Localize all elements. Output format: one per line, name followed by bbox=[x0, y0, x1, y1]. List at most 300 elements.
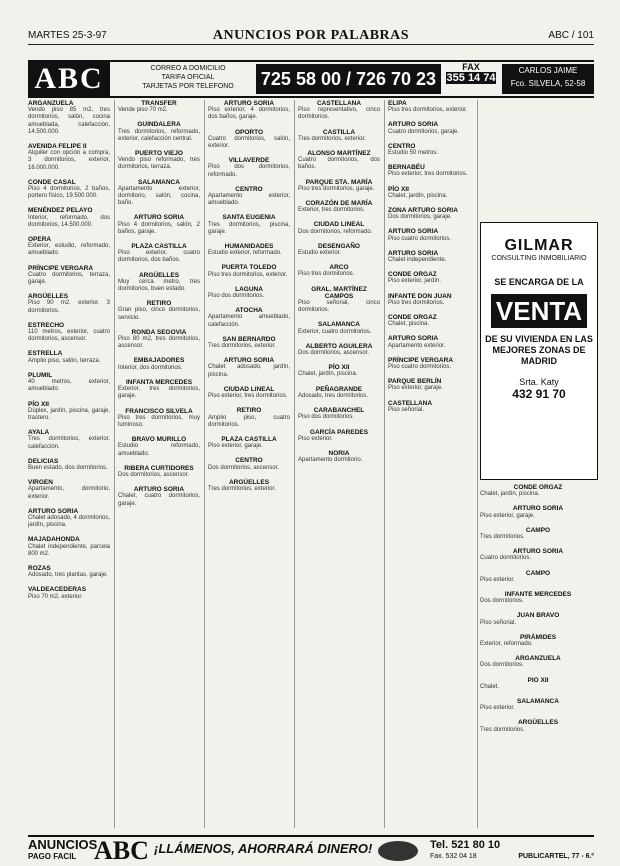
ad-text: Exterior, reformado. bbox=[480, 641, 533, 648]
ad-heading: PLAZA CASTILLA bbox=[221, 435, 277, 443]
ads-column-3 bbox=[208, 100, 290, 830]
ad-heading: ZONA ARTURO SORIA bbox=[388, 207, 458, 215]
classified-ad bbox=[118, 357, 200, 371]
ad-heading: PARQUE STA. MARÍA bbox=[305, 178, 373, 186]
gilmar-message: DE SU VIVIENDA EN LAS MEJORES ZONAS DE MADRID bbox=[485, 334, 593, 366]
classified-ad bbox=[388, 207, 474, 221]
classified-ad bbox=[118, 436, 200, 458]
classified-ad bbox=[118, 214, 200, 236]
classified-ad bbox=[298, 129, 380, 143]
ad-heading: GRAL. MARTÍNEZ CAMPOS bbox=[311, 285, 367, 300]
ad-text: Piso exterior, tres dormitorios. bbox=[208, 393, 288, 400]
classified-ad bbox=[298, 100, 380, 122]
ad-text: 40 metros, exterior, amueblado. bbox=[28, 379, 110, 393]
classified-ad bbox=[208, 264, 290, 278]
ad-text: Cuatro dormitorios, salón, exterior. bbox=[208, 135, 290, 150]
ad-text: Piso tres dormitorios. bbox=[298, 271, 355, 278]
ad-text: Interior, dos dormitorios. bbox=[118, 364, 183, 371]
abc-logo: ABC bbox=[28, 62, 110, 96]
classified-ad bbox=[480, 677, 596, 691]
ad-heading: CENTRO bbox=[235, 457, 263, 465]
correo-line: TARJETAS POR TELEFONO bbox=[142, 83, 234, 90]
ad-text: Piso exterior, garaje. bbox=[388, 385, 443, 392]
ad-text: Piso exterior, 4 dormitorios, dos baños, garaje. bbox=[208, 107, 290, 121]
ad-heading: INFANTE MERCEDES bbox=[504, 591, 572, 599]
ad-heading: CONDE ORGAZ bbox=[388, 271, 437, 279]
classified-ad bbox=[298, 264, 380, 278]
ad-heading: SALAMANCA bbox=[517, 698, 559, 706]
correo-line: TARIFA OFICIAL bbox=[161, 74, 215, 81]
ad-heading: CASTELLANA bbox=[316, 100, 362, 107]
classified-ad bbox=[118, 100, 200, 114]
carlos-line: Fco. SILVELA, 52-58 bbox=[510, 79, 586, 88]
classified-ad bbox=[28, 372, 110, 394]
classified-ad bbox=[388, 164, 474, 178]
ad-text: Chalet independiente, parcela 800 m2. bbox=[28, 543, 110, 557]
ad-heading: GUINDALERA bbox=[137, 121, 181, 129]
classified-ad bbox=[208, 100, 290, 122]
ad-heading: ESTRELLA bbox=[28, 350, 63, 358]
ad-heading: PÍO XII bbox=[388, 185, 409, 193]
ad-text: Piso exterior, jardín. bbox=[388, 278, 442, 285]
ad-text: Piso señorial, cinco dormitorios. bbox=[298, 300, 380, 314]
ad-heading: FRANCISCO SILVELA bbox=[125, 407, 193, 415]
ad-heading: CORAZÓN DE MARÍA bbox=[305, 200, 373, 208]
ad-text: Exterior, tres dormitorios. bbox=[298, 207, 365, 214]
ad-text: Piso cuatro dormitorios. bbox=[388, 235, 452, 242]
classified-ad bbox=[208, 286, 290, 300]
ad-heading: ARGANZUELA bbox=[28, 100, 74, 107]
ad-text: Interior, reformado, dos dormitorios, 14.500.000. bbox=[28, 214, 110, 228]
ad-heading: CONDE CASAL bbox=[28, 178, 76, 186]
ad-text: Piso exterior. bbox=[480, 576, 515, 583]
ad-text: Piso señorial. bbox=[388, 406, 425, 413]
ad-text: Piso exterior. bbox=[480, 705, 515, 712]
ad-heading: AVENIDA FELIPE II bbox=[28, 143, 87, 151]
ad-text: Tres dormitorios. bbox=[480, 534, 525, 541]
classifieds-banner bbox=[28, 60, 594, 98]
ad-heading: VALDEACEDERAS bbox=[28, 586, 87, 594]
carlos-jaime-ad bbox=[502, 64, 594, 94]
ad-heading: ARTURO SORIA bbox=[388, 249, 439, 257]
classified-ad bbox=[208, 479, 290, 493]
classified-ad bbox=[298, 364, 380, 378]
ad-heading: PÍO XII bbox=[28, 400, 49, 408]
classified-ad bbox=[28, 401, 110, 423]
ad-text: Piso exterior, garaje. bbox=[208, 443, 263, 450]
classified-ad bbox=[118, 150, 200, 172]
ad-heading: CAMPO bbox=[525, 569, 551, 577]
fax-label: FAX bbox=[462, 62, 480, 72]
classified-ad bbox=[208, 386, 290, 400]
classified-ad bbox=[480, 570, 596, 584]
classified-ad bbox=[118, 272, 200, 294]
classified-ad bbox=[208, 407, 290, 429]
ad-heading: SAN BERNARDO bbox=[222, 335, 276, 343]
column-divider bbox=[294, 100, 295, 828]
ad-text: Tres dormitorios, exterior. bbox=[208, 485, 276, 492]
classified-ad bbox=[28, 536, 110, 558]
classified-ad bbox=[208, 457, 290, 471]
ad-text: Chalet, piscina. bbox=[388, 321, 430, 328]
ad-text: Estudio exterior. bbox=[298, 250, 342, 257]
ad-text: Amplio piso, cuatro dormitorios. bbox=[208, 414, 290, 428]
ad-text: Apartamento exterior, amueblado. bbox=[208, 193, 290, 207]
ad-text: Dos dormitorios. bbox=[480, 598, 524, 605]
ad-heading: PUERTO VIEJO bbox=[135, 150, 183, 158]
ad-heading: EMBAJADORES bbox=[133, 357, 185, 365]
ad-heading: ARTURO SORIA bbox=[133, 486, 185, 494]
ad-text: Dúplex, jardín, piscina, garaje, trastero. bbox=[28, 407, 110, 421]
ads-column-6 bbox=[480, 484, 596, 830]
ad-text: Vendo piso reformado, tres dormitorios, terraza. bbox=[118, 157, 200, 171]
ad-heading: RONDA SEGOVIA bbox=[131, 328, 187, 336]
classified-ad bbox=[298, 386, 380, 400]
ad-heading: ARTURO SORIA bbox=[223, 357, 275, 365]
ad-heading: ROZAS bbox=[28, 564, 51, 572]
section-title: ANUNCIOS POR PALABRAS bbox=[212, 28, 410, 43]
ad-text: Buen estado, dos dormitorios. bbox=[28, 464, 108, 471]
classified-ad bbox=[298, 343, 380, 357]
classified-ad bbox=[298, 150, 380, 172]
classified-ad bbox=[298, 243, 380, 257]
classified-ad bbox=[118, 300, 200, 322]
ad-heading: CONDE ORGAZ bbox=[388, 314, 437, 322]
classified-ad bbox=[28, 143, 110, 172]
classified-ad bbox=[480, 634, 596, 648]
ad-text: Muy cerca metro, tres dormitorios, buen estado. bbox=[118, 278, 200, 293]
footer-pago: PAGO FACIL bbox=[28, 852, 77, 861]
classified-ad bbox=[388, 335, 474, 349]
ad-text: Piso tres dormitorios, exterior. bbox=[208, 271, 288, 278]
ad-text: Cuatro dormitorios, garaje. bbox=[388, 128, 460, 135]
classified-ad bbox=[28, 100, 110, 136]
column-divider bbox=[114, 100, 115, 828]
gilmar-phone: 432 91 70 bbox=[512, 387, 566, 401]
ad-heading: ARTURO SORIA bbox=[512, 505, 564, 513]
classified-ad bbox=[388, 121, 474, 135]
ad-text: Cuatro dormitorios, terraza, garaje. bbox=[28, 271, 110, 286]
classified-ad bbox=[388, 228, 474, 242]
ad-heading: DELICIAS bbox=[28, 457, 59, 465]
ad-heading: BRAVO MURILLO bbox=[131, 436, 187, 444]
ad-heading: RETIRO bbox=[146, 300, 172, 308]
ad-heading: GARCÍA PAREDES bbox=[309, 428, 369, 436]
classified-ad bbox=[28, 207, 110, 229]
footer-banner bbox=[28, 835, 594, 865]
ad-text: Piso exterior, cuatro dormitorios, dos baños. bbox=[118, 250, 200, 264]
gilmar-ad bbox=[480, 222, 598, 480]
classified-ad bbox=[388, 186, 474, 200]
ad-heading: SANTA EUGENIA bbox=[222, 214, 276, 222]
ad-heading: PLUMIL bbox=[28, 371, 53, 379]
classified-ad bbox=[118, 465, 200, 479]
ad-text: Vendo piso 85 m2, tres dormitorios, salón, cocina amueblada, calefacción, 14.500.000. bbox=[28, 107, 110, 135]
ad-heading: JUAN BRAVO bbox=[516, 612, 560, 620]
classified-ad bbox=[298, 286, 380, 315]
column-divider bbox=[384, 100, 385, 828]
ad-text: Dos dormitorios, reformado. bbox=[298, 228, 373, 235]
ad-text: Tres dormitorios, reformado, exterior, calefacción central. bbox=[118, 128, 200, 142]
classified-ad bbox=[28, 458, 110, 472]
ad-text: Exterior, tres dormitorios, garaje. bbox=[118, 386, 200, 400]
gilmar-encarga: SE ENCARGA DE LA bbox=[494, 277, 584, 287]
ad-heading: ARTURO SORIA bbox=[388, 121, 439, 129]
classified-ad bbox=[388, 400, 474, 414]
ad-heading: RIBERA CURTIDORES bbox=[124, 464, 194, 472]
ad-text: Piso representativo, cinco dormitorios. bbox=[298, 107, 380, 121]
classified-ad bbox=[28, 508, 110, 530]
ad-heading: MAJADAHONDA bbox=[28, 536, 80, 544]
ad-heading: ARTURO SORIA bbox=[512, 548, 564, 556]
ad-text: Chalet, cuatro dormitorios, garaje. bbox=[118, 493, 200, 507]
column-divider bbox=[204, 100, 205, 828]
ads-column-2 bbox=[118, 100, 200, 830]
ad-text: Piso 4 dormitorios, 2 baños, portero físico, 19.500.000. bbox=[28, 186, 110, 200]
classified-ad bbox=[28, 293, 110, 315]
ad-text: Chalet adosado, jardín, piscina. bbox=[208, 364, 290, 378]
correo-info bbox=[128, 64, 248, 91]
classified-ad bbox=[388, 378, 474, 392]
ad-text: Tres dormitorios, exterior, calefacción. bbox=[28, 436, 110, 450]
phone-numbers: 725 58 00 / 726 70 23 bbox=[256, 64, 441, 94]
ad-text: Piso señorial. bbox=[480, 619, 517, 626]
ad-text: 110 metros, exterior, cuatro dormitorios, ascensor. bbox=[28, 329, 110, 343]
ad-heading: OPORTO bbox=[234, 128, 264, 136]
classified-ad bbox=[480, 548, 596, 562]
ad-heading: PLAZA CASTILLA bbox=[131, 243, 187, 251]
ad-text: Tres dormitorios, exterior. bbox=[298, 135, 366, 142]
column-divider bbox=[477, 100, 478, 828]
ad-heading: MENÉNDEZ PELAYO bbox=[28, 207, 93, 215]
ad-text: Apartamento, dormitorio, exterior. bbox=[28, 486, 110, 500]
classified-ad bbox=[118, 243, 200, 265]
correo-line: CORREO A DOMICILIO bbox=[150, 65, 226, 72]
ad-text: Amplio piso, salón, terraza. bbox=[28, 357, 101, 364]
ad-heading: BERNABÉU bbox=[388, 164, 425, 172]
ad-text: Apartamento amueblado, calefacción. bbox=[208, 314, 290, 328]
fax-number: 355 14 74 bbox=[446, 72, 496, 84]
ad-heading: ARGÜELLES bbox=[138, 271, 180, 279]
ad-text: Adosado, tres dormitorios. bbox=[298, 392, 369, 399]
ad-heading: AYALA bbox=[28, 429, 50, 437]
ad-text: Chalet, jardín, piscina. bbox=[480, 491, 540, 498]
ad-heading: ELIPA bbox=[388, 100, 407, 107]
classified-ad bbox=[28, 322, 110, 344]
ad-text: Adosado, tres plantas, garaje. bbox=[28, 572, 108, 579]
footer-abc-logo: ABC bbox=[94, 836, 149, 865]
ad-heading: ARGÜELLES bbox=[228, 478, 270, 486]
ads-column-5 bbox=[388, 100, 474, 830]
classified-ad bbox=[208, 157, 290, 179]
ad-text: Apartamento exterior, dormitorio, salón, cocina, baño. bbox=[118, 185, 200, 207]
classified-ad bbox=[28, 586, 110, 600]
ads-column-4 bbox=[298, 100, 380, 830]
phone-disc-icon bbox=[378, 841, 418, 861]
ad-text: Chalet, jardín, piscina. bbox=[298, 371, 358, 378]
classified-ad bbox=[208, 336, 290, 350]
classified-ad bbox=[298, 221, 380, 235]
classified-ad bbox=[28, 265, 110, 287]
classified-ad bbox=[208, 436, 290, 450]
ad-heading: ARTURO SORIA bbox=[28, 507, 79, 515]
ad-heading: CONDE ORGAZ bbox=[513, 484, 563, 491]
ad-text: Dos dormitorios, ascensor. bbox=[208, 464, 280, 471]
ad-heading: ARTURO SORIA bbox=[388, 335, 439, 343]
ad-text: Tres dormitorios, piscina, garaje. bbox=[208, 221, 290, 235]
classified-ad bbox=[388, 143, 474, 157]
ad-heading: ALONSO MARTÍNEZ bbox=[307, 150, 371, 158]
classified-ad bbox=[388, 293, 474, 307]
footer-anuncios: ANUNCIOS bbox=[28, 837, 98, 852]
classified-ad bbox=[480, 527, 596, 541]
ad-heading: OPERA bbox=[28, 236, 52, 244]
classified-ad bbox=[208, 214, 290, 236]
classified-ad bbox=[208, 243, 290, 257]
classified-ad bbox=[388, 314, 474, 328]
ad-heading: PARQUE BERLÍN bbox=[388, 378, 442, 386]
classified-ad bbox=[28, 429, 110, 451]
classified-ad bbox=[298, 429, 380, 443]
classified-ad bbox=[118, 379, 200, 401]
ad-text: Chalet, jardín, piscina. bbox=[388, 192, 448, 199]
ad-text: Piso 80 m2, tres dormitorios, ascensor. bbox=[118, 336, 200, 350]
footer-phone: Tel. 521 80 10 bbox=[430, 839, 501, 851]
ad-text: Piso exterior, tres dormitorios. bbox=[388, 171, 468, 178]
footer-fax: Fax. 532 04 18 bbox=[430, 853, 477, 860]
ad-heading: RETIRO bbox=[236, 407, 262, 415]
ad-heading: PIRÁMIDES bbox=[519, 633, 557, 641]
ad-text: Tres dormitorios. bbox=[480, 726, 525, 733]
classified-ad bbox=[208, 129, 290, 151]
classified-ad bbox=[28, 350, 110, 364]
ad-heading: ALBERTO AGUILERA bbox=[305, 342, 373, 350]
ad-heading: CENTRO bbox=[235, 185, 263, 193]
classified-ad bbox=[480, 591, 596, 605]
classified-ad bbox=[118, 121, 200, 143]
ad-heading: ARTURO SORIA bbox=[388, 228, 439, 236]
ad-text: Estudio reformado, amueblado. bbox=[118, 443, 200, 457]
classified-ad bbox=[208, 186, 290, 208]
ad-text: Alquiler con opción a compra, 3 dormitorios, exterior, 16.000.000. bbox=[28, 150, 110, 171]
ad-text: Estudio 50 metros. bbox=[388, 150, 439, 157]
ad-text: Exterior, cuatro dormitorios. bbox=[298, 328, 372, 335]
ad-heading: PÍO XII bbox=[328, 364, 350, 372]
ad-heading: ARTURO SORIA bbox=[133, 214, 185, 222]
ad-text: Chalet independiente. bbox=[388, 257, 447, 264]
gilmar-subtitle: CONSULTING INMOBILIARIO bbox=[491, 255, 587, 262]
classified-ad bbox=[298, 179, 380, 193]
ad-text: Chalet. bbox=[480, 683, 500, 690]
gilmar-contact: Srta. Katy bbox=[519, 377, 559, 387]
ad-text: Exterior, estudio, reformado, amueblado. bbox=[28, 243, 110, 257]
ads-column-1 bbox=[28, 100, 110, 830]
ad-text: Dos dormitorios, garaje. bbox=[388, 214, 452, 221]
ad-heading: PEÑAGRANDE bbox=[315, 385, 363, 393]
ad-heading: VIRGEN bbox=[28, 479, 53, 487]
classified-ad bbox=[298, 321, 380, 335]
classified-ad bbox=[118, 486, 200, 508]
ad-heading: DESENGAÑO bbox=[318, 242, 360, 250]
ad-heading: CIUDAD LINEAL bbox=[313, 221, 365, 229]
ad-heading: CASTELLANA bbox=[388, 399, 433, 407]
ad-heading: ESTRECHO bbox=[28, 321, 65, 329]
ad-heading: ATOCHA bbox=[235, 307, 263, 315]
fax-box bbox=[446, 62, 496, 84]
classified-ad bbox=[118, 408, 200, 430]
ad-heading: ARCO bbox=[329, 264, 349, 272]
ad-text: Dos dormitorios. bbox=[480, 662, 524, 669]
ad-text: Piso 90 m2, exterior, 3 dormitorios. bbox=[28, 300, 110, 314]
ad-text: Apartamento exterior. bbox=[388, 342, 446, 349]
gilmar-logo: GILMAR bbox=[504, 237, 574, 254]
footer-slogan: ¡LLÁMENOS, AHORRARÁ DINERO! bbox=[154, 841, 373, 856]
page-number: ABC / 101 bbox=[548, 30, 594, 41]
classified-ad bbox=[298, 200, 380, 214]
ad-heading: ARGANZUELA bbox=[515, 655, 561, 663]
ad-heading: CENTRO bbox=[388, 142, 416, 150]
ad-text: Piso dos dormitorios, reformado. bbox=[208, 164, 290, 178]
classified-ad bbox=[28, 479, 110, 501]
ad-text: Tres dormitorios, exterior. bbox=[208, 343, 276, 350]
ad-heading: CARABANCHEL bbox=[313, 407, 365, 415]
ad-text: Piso tres dormitorios, muy luminoso. bbox=[118, 414, 200, 428]
classified-ad bbox=[118, 179, 200, 208]
classified-ad bbox=[388, 271, 474, 285]
ad-text: Piso tres dormitorios, exterior. bbox=[388, 107, 468, 114]
classified-ad bbox=[388, 250, 474, 264]
classified-ad bbox=[480, 719, 596, 733]
ad-text: Dos dormitorios, ascensor. bbox=[298, 350, 370, 357]
ad-text: Piso dos dormitorios. bbox=[208, 293, 265, 300]
classified-ad bbox=[298, 450, 380, 464]
ad-heading: HUMANIDADES bbox=[224, 243, 274, 251]
classified-ad bbox=[480, 655, 596, 669]
ad-heading: INFANTA MERCEDES bbox=[125, 378, 193, 386]
classified-ad bbox=[208, 307, 290, 329]
classified-ad bbox=[28, 565, 110, 579]
ad-text: Piso 4 dormitorios, salón, 2 baños, garaje. bbox=[118, 221, 200, 235]
ad-heading: CASTILLA bbox=[322, 128, 356, 136]
gilmar-venta: VENTA bbox=[491, 294, 587, 328]
ad-text: Piso exterior, garaje. bbox=[480, 512, 535, 519]
ad-heading: ARGÜELLES bbox=[517, 719, 559, 727]
ad-heading: CIUDAD LINEAL bbox=[223, 385, 275, 393]
ad-heading: INFANTE DON JUAN bbox=[388, 292, 452, 300]
header-date: MARTES 25-3-97 bbox=[28, 30, 107, 41]
ad-heading: SALAMANCA bbox=[138, 178, 180, 186]
classified-ad bbox=[480, 484, 596, 498]
ad-text: Piso 70 m2, exterior. bbox=[28, 593, 83, 600]
ad-heading: PRÍNCIPE VERGARA bbox=[28, 264, 94, 272]
ad-heading: SALAMANCA bbox=[318, 321, 360, 329]
classified-ad bbox=[28, 179, 110, 201]
ad-text: Chalet adosado, 4 dormitorios, jardín, piscina. bbox=[28, 514, 110, 529]
ad-heading: PUERTA TOLEDO bbox=[221, 264, 277, 272]
classified-ad bbox=[480, 505, 596, 519]
ad-heading: PRÍNCIPE VERGARA bbox=[388, 356, 454, 364]
footer-publicartel: PUBLICARTEL, 77 - 6.º bbox=[518, 853, 594, 860]
ad-text: Piso tres dormitorios. bbox=[388, 299, 445, 306]
ad-text: Dos dormitorios, ascensor. bbox=[118, 471, 190, 478]
ad-heading: CAMPO bbox=[525, 526, 551, 534]
classified-ad bbox=[298, 407, 380, 421]
ad-heading: VILLAVERDE bbox=[228, 157, 270, 165]
ad-text: Piso cuatro dormitorios. bbox=[388, 364, 452, 371]
ad-heading: NORIA bbox=[328, 449, 350, 457]
carlos-line: CARLOS JAIME bbox=[518, 66, 578, 75]
classified-ad bbox=[480, 698, 596, 712]
